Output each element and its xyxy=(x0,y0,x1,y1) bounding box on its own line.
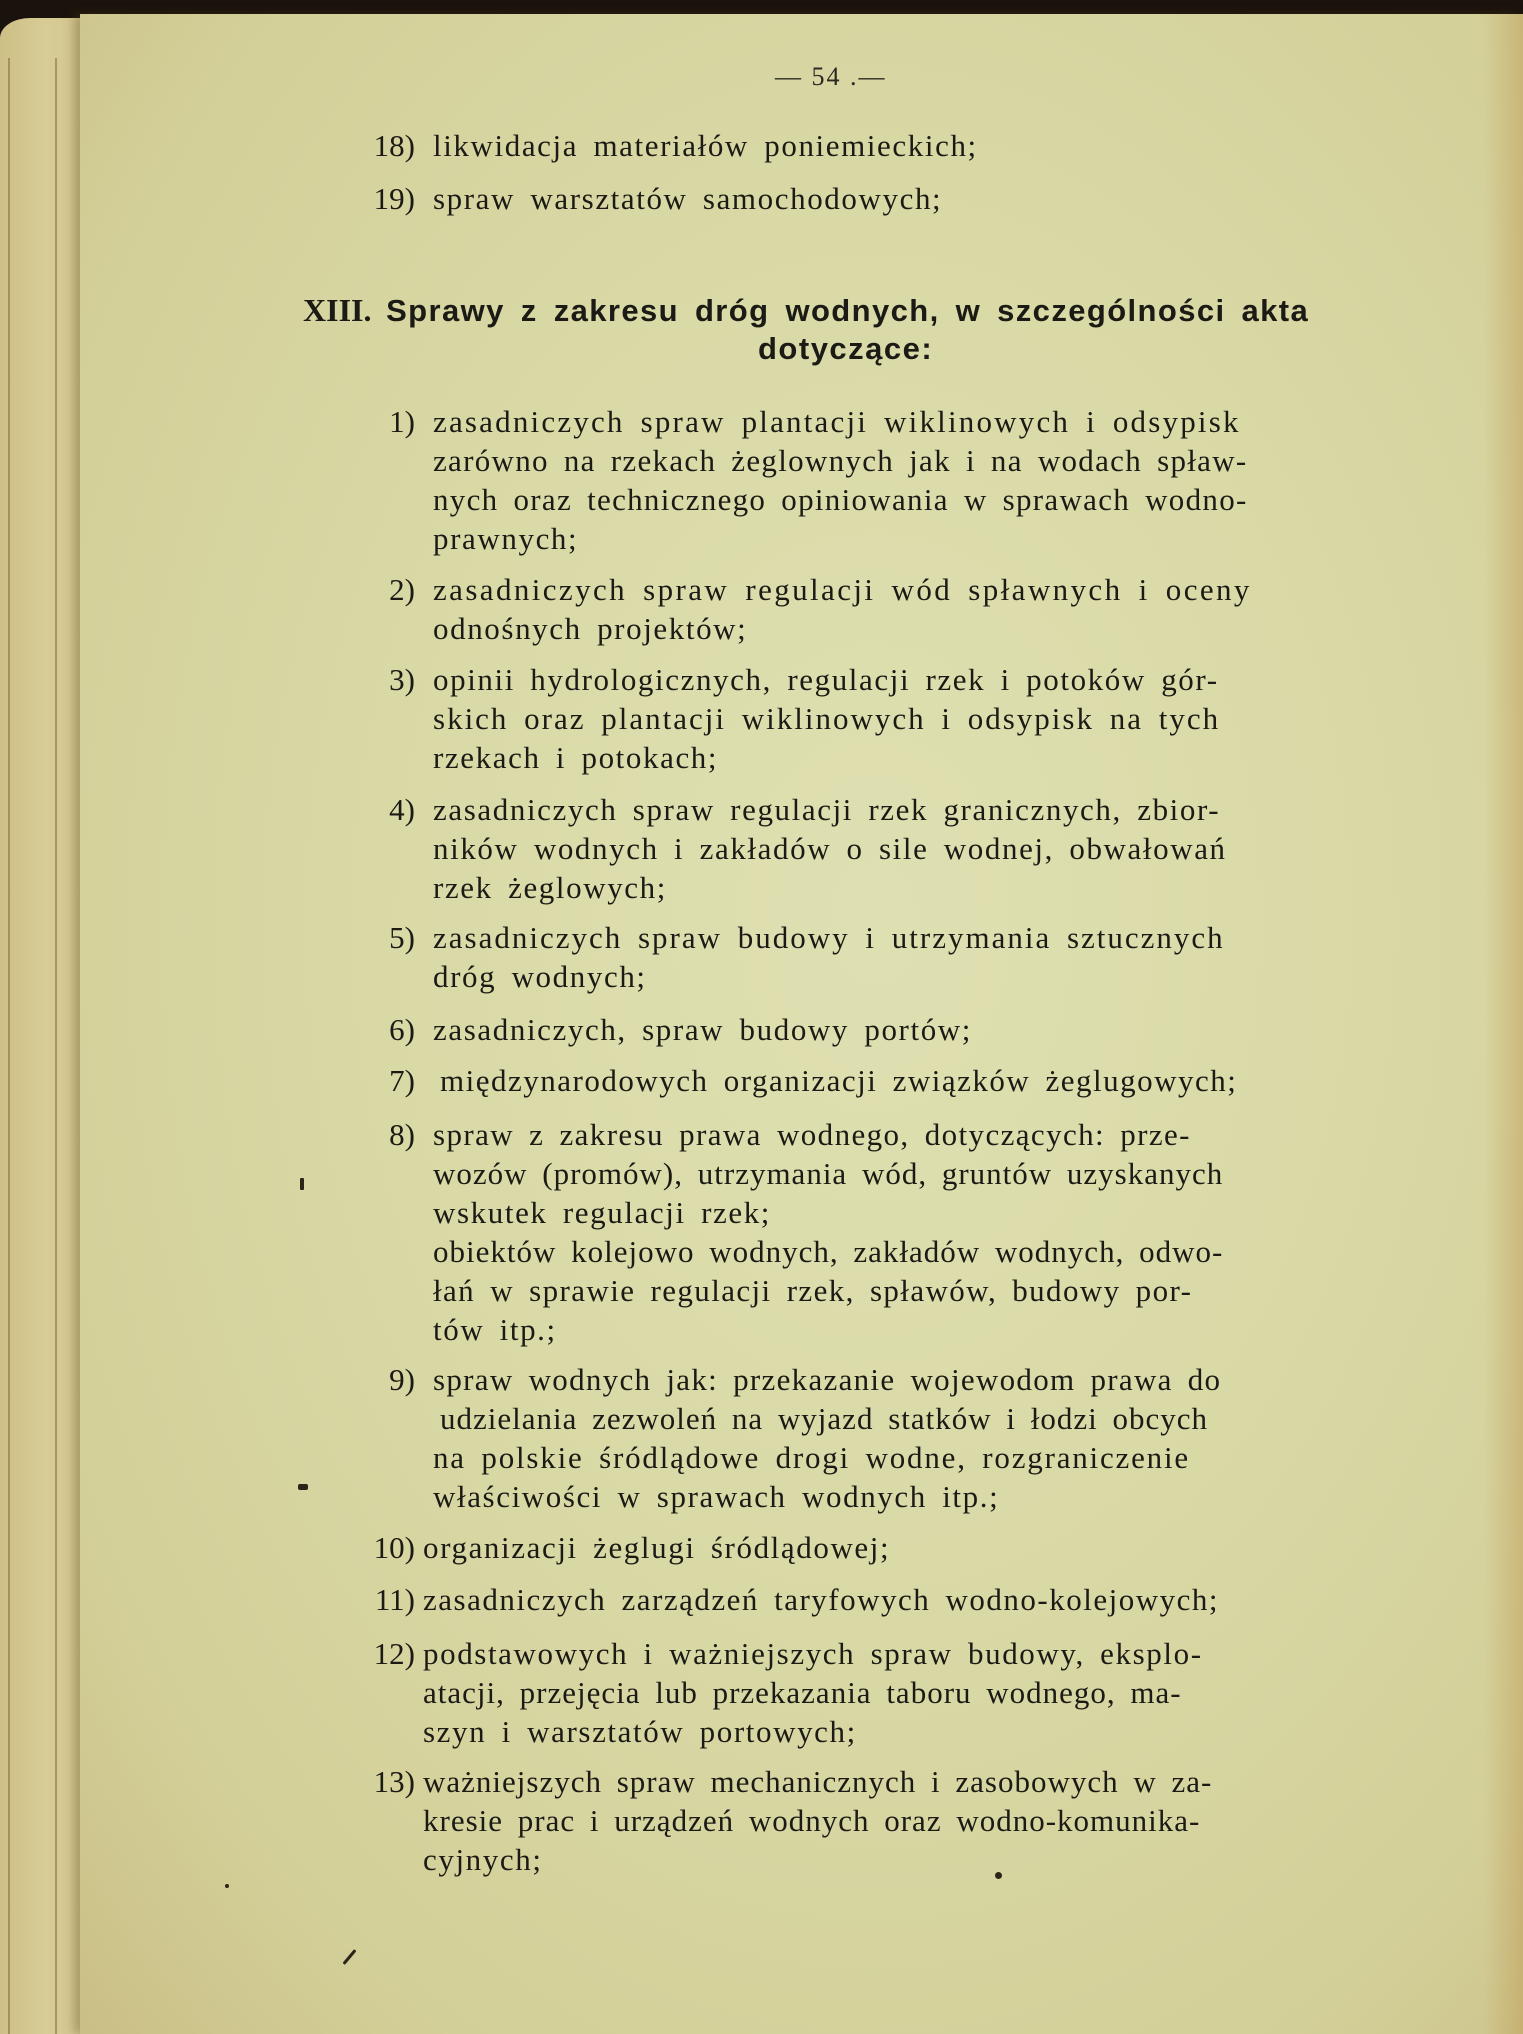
list-item-number: 7) xyxy=(389,1063,415,1098)
list-item-number: 10) xyxy=(373,1530,415,1565)
list-item-text: wskutek regulacji rzek; xyxy=(433,1195,772,1230)
list-item-text: organizacji żeglugi śródlądowej; xyxy=(423,1530,891,1565)
list-item-text: zasadniczych spraw budowy i utrzymania sztucznych xyxy=(433,920,1225,955)
list-item-number: 13) xyxy=(373,1764,415,1799)
ink-speck xyxy=(298,1484,308,1490)
list-item-text: zarówno na rzekach żeglownych jak i na wodach spław- xyxy=(433,443,1248,478)
list-item-text: spraw wodnych jak: przekazanie wojewodom prawa do xyxy=(433,1362,1222,1397)
list-item-number: 3) xyxy=(389,662,415,697)
list-item-number: 19) xyxy=(373,181,415,216)
ink-speck xyxy=(300,1178,304,1190)
page-number: — 54 .— xyxy=(775,62,887,91)
list-item-text: tów itp.; xyxy=(433,1312,557,1347)
list-item-text: rzek żeglowych; xyxy=(433,870,667,905)
list-item-text: odnośnych projektów; xyxy=(433,611,748,646)
list-item-text: skich oraz plantacji wiklinowych i odsypisk na tych xyxy=(433,701,1221,736)
page-right-shadow xyxy=(1483,14,1523,2034)
list-item-number: 9) xyxy=(389,1362,415,1397)
list-item-text: na polskie śródlądowe drogi wodne, rozgraniczenie xyxy=(433,1440,1190,1475)
list-item-text: dróg wodnych; xyxy=(433,959,647,994)
list-item-text: spraw warsztatów samochodowych; xyxy=(433,181,943,216)
section-title-line2: dotyczące: xyxy=(758,331,934,366)
list-item-text: opinii hydrologicznych, regulacji rzek i potoków gór- xyxy=(433,662,1219,697)
list-item-text: podstawowych i ważniejszych spraw budowy, eksplo- xyxy=(423,1636,1203,1671)
list-item-number: 1) xyxy=(389,404,415,439)
list-item-number: 5) xyxy=(389,920,415,955)
list-item-text: zasadniczych spraw regulacji rzek granicznych, zbior- xyxy=(433,792,1221,827)
list-item-number: 12) xyxy=(373,1636,415,1671)
list-item-text: likwidacja materiałów poniemieckich; xyxy=(433,128,978,163)
list-item-text: zasadniczych zarządzeń taryfowych wodno-kolejowych; xyxy=(423,1582,1219,1617)
list-item-text: rzekach i potokach; xyxy=(433,740,719,775)
list-item-text: ników wodnych i zakładów o sile wodnej, obwałowań xyxy=(433,831,1227,866)
list-item-text: cyjnych; xyxy=(423,1842,543,1877)
ink-speck xyxy=(995,1872,1002,1879)
list-item-text: obiektów kolejowo wodnych, zakładów wodnych, odwo- xyxy=(433,1234,1224,1269)
list-item-text: zasadniczych spraw plantacji wiklinowych i odsypisk xyxy=(433,404,1241,439)
list-item-number: 2) xyxy=(389,572,415,607)
list-item-number: 8) xyxy=(389,1117,415,1152)
page-edge-line xyxy=(55,58,57,2034)
list-item-text: udzielania zezwoleń na wyjazd statków i łodzi obcych xyxy=(440,1401,1208,1436)
page-edge-line xyxy=(8,58,10,2034)
list-item-text: atacji, przejęcia lub przekazania taboru wodnego, ma- xyxy=(423,1675,1182,1710)
list-item-text: ważniejszych spraw mechanicznych i zasobowych w za- xyxy=(423,1764,1213,1799)
list-item-number: 11) xyxy=(374,1582,415,1617)
list-item-text: szyn i warsztatów portowych; xyxy=(423,1714,857,1749)
list-item-text: łań w sprawie regulacji rzek, spławów, budowy por- xyxy=(433,1273,1193,1308)
section-roman-numeral: XIII. xyxy=(303,292,372,328)
list-item-text: zasadniczych, spraw budowy portów; xyxy=(433,1012,972,1047)
ink-speck xyxy=(225,1884,229,1888)
list-item-text: prawnych; xyxy=(433,521,579,556)
list-item-text: nych oraz technicznego opiniowania w sprawach wodno- xyxy=(433,482,1248,517)
section-title-line1: Sprawy z zakresu dróg wodnych, w szczególności akta xyxy=(386,293,1310,328)
list-item-text: międzynarodowych organizacji związków żeglugowych; xyxy=(440,1063,1238,1098)
list-item-text: zasadniczych spraw regulacji wód spławnych i oceny xyxy=(433,572,1252,607)
list-item-number: 18) xyxy=(373,128,415,163)
list-item-text: właściwości w sprawach wodnych itp.; xyxy=(433,1479,1000,1514)
list-item-number: 4) xyxy=(389,792,415,827)
list-item-text: kresie prac i urządzeń wodnych oraz wodno-komunika- xyxy=(423,1803,1201,1838)
list-item-text: wozów (promów), utrzymania wód, gruntów uzyskanych xyxy=(433,1156,1224,1191)
section-heading xyxy=(303,292,1309,329)
list-item-text: spraw z zakresu prawa wodnego, dotyczących: prze- xyxy=(433,1117,1191,1152)
list-item-number: 6) xyxy=(389,1012,415,1047)
